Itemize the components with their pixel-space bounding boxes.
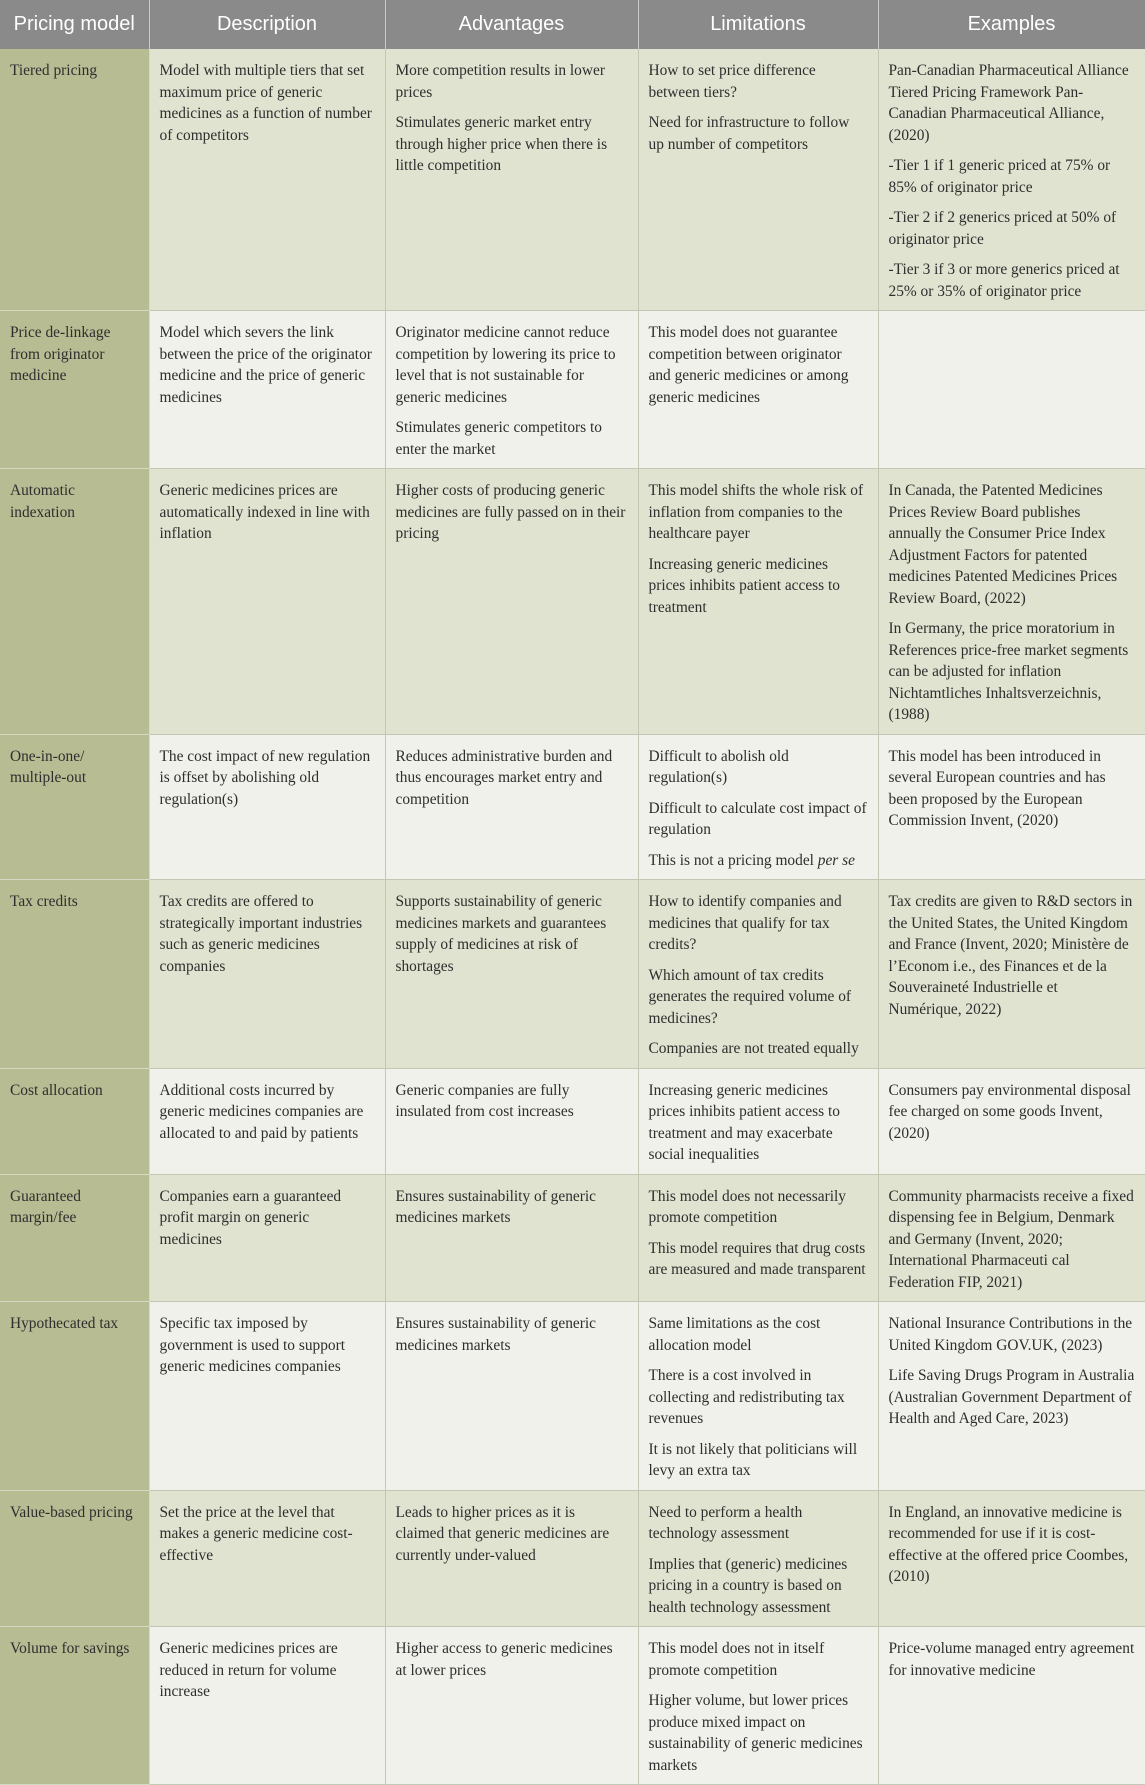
description-cell [149,1302,385,1491]
table-row [0,1302,1145,1491]
advantages-cell [385,734,638,880]
limitations-cell [638,1068,878,1174]
limitations-text-italic: per se [817,851,855,869]
description-text: Model which severs the link between the price of the originator medicine and the price of generic medicines [159,324,372,406]
examples-cell [878,880,1145,1069]
header-pricing-model: Pricing model [0,0,149,49]
header-examples: Examples [878,0,1145,49]
limitations-text: Difficult to abolish old regulation(s) [648,747,789,786]
examples-cell [878,469,1145,735]
advantages-text: Leads to higher prices as it is claimed that generic medicines are currently under-valued [395,1503,610,1564]
pricing-model-cell: One-in-one/ multiple-out [0,734,149,880]
limitations-text: Increasing generic medicines prices inhibits patient access to treatment and may exacerbate social inequalities [648,1081,840,1163]
description-cell [149,1068,385,1174]
header-limitations: Limitations [638,0,878,49]
pricing-model-cell: Volume for savings [0,1627,149,1785]
advantages-cell [385,1068,638,1174]
advantages-text: Ensures sustainability of generic medicines markets [395,1315,596,1354]
limitations-text: How to identify companies and medicines that qualify for tax credits? [648,893,842,953]
limitations-cell [638,311,878,469]
limitations-cell [638,469,878,735]
limitations-cell [638,1174,878,1302]
table-row [0,1627,1145,1785]
description-text: Additional costs incurred by generic medicines companies are allocated to and paid by patients [159,1081,364,1142]
examples-cell [878,734,1145,880]
table-row [0,1174,1145,1302]
advantages-cell [385,1627,638,1785]
examples-text: -Tier 3 if 3 or more generics priced at 25% or 35% of originator price [888,261,1120,300]
advantages-text: More competition results in lower prices [395,62,605,101]
limitations-text [649,850,868,872]
examples-text: National Insurance Contributions in the United Kingdom GOV.UK, (2023) [888,1315,1133,1354]
pricing-model-cell: Value-based pricing [0,1490,149,1627]
limitations-text: Implies that (generic) medicines pricing in a country is based on health technology assessment [648,1555,848,1616]
examples-text: In England, an innovative medicine is recommended for use if it is cost-effective at the offered price Coombes, (2010) [888,1503,1129,1585]
description-text: Model with multiple tiers that set maximum price of generic medicines as a function of number of competitors [159,62,372,144]
limitations-text: Companies are not treated equally [648,1040,859,1057]
table-row [0,49,1145,311]
advantages-cell [385,1490,638,1627]
pricing-model-cell: Price de-linkage from originator medicine [0,311,149,469]
advantages-text: Supports sustainability of generic medicines markets and guarantees supply of medicines at risk of shortages [395,893,607,975]
examples-text: Consumers pay environmental disposal fee charged on some goods Invent, (2020) [888,1081,1131,1142]
limitations-text: It is not likely that politicians will levy an extra tax [648,1440,858,1479]
advantages-text: Higher access to generic medicines at lower prices [395,1640,613,1679]
advantages-cell [385,1302,638,1491]
examples-text: -Tier 2 if 2 generics priced at 50% of originator price [888,209,1117,248]
pricing-model-cell: Tiered pricing [0,49,149,311]
examples-text: Life Saving Drugs Program in Australia (Australian Government Department of Health and Aged Care, 2023) [888,1367,1135,1427]
examples-text: Tax credits are given to R&D sectors in the United States, the United Kingdom and France (Invent, 2020; Ministère de l’Econom i.e., des Finances et de la Souveraineté Industrielle et Numérique, 2022) [888,893,1133,1018]
limitations-text-prefix: This is not a pricing model [648,851,818,869]
pricing-model-cell: Cost allocation [0,1068,149,1174]
limitations-cell [638,1627,878,1785]
pricing-model-cell: Guaranteed margin/fee [0,1174,149,1302]
examples-cell [878,49,1145,311]
pricing-model-cell: Tax credits [0,880,149,1069]
limitations-cell [638,1490,878,1627]
examples-cell [878,1490,1145,1627]
table-row [0,1490,1145,1627]
table-row [0,469,1145,735]
examples-text: In Germany, the price moratorium in References price-free market segments can be adjusted for inflation Nichtamtliches Inhaltsverzeichnis, (1988) [888,620,1129,723]
table-row [0,880,1145,1069]
examples-cell [878,311,1145,469]
limitations-text: There is a cost involved in collecting and redistributing tax revenues [648,1367,845,1427]
description-text: The cost impact of new regulation is offset by abolishing old regulation(s) [159,747,371,808]
header-row [0,0,1145,49]
examples-text: Price-volume managed entry agreement for innovative medicine [888,1640,1135,1679]
examples-text: In Canada, the Patented Medicines Prices Review Board publishes annually the Consumer Price Index Adjustment Factors for patented medicines Patented Medicines Prices Review Board, (2022) [888,482,1118,607]
advantages-text: Originator medicine cannot reduce competition by lowering its price to level that is not sustainable for generic medicines [395,324,616,406]
examples-text: -Tier 1 if 1 generic priced at 75% or 85% of originator price [888,157,1111,196]
header-description: Description [149,0,385,49]
advantages-cell [385,1174,638,1302]
limitations-cell [638,1302,878,1491]
limitations-text: This model shifts the whole risk of inflation from companies to the healthcare payer [648,482,864,542]
limitations-text: This model requires that drug costs are measured and made transparent [648,1239,866,1278]
description-cell [149,880,385,1069]
description-text: Set the price at the level that makes a generic medicine cost-effective [159,1503,353,1564]
description-text: Companies earn a guaranteed profit margin on generic medicines [159,1187,342,1248]
examples-cell [878,1302,1145,1491]
advantages-text: Generic companies are fully insulated from cost increases [395,1081,574,1120]
table-row [0,734,1145,880]
limitations-text: Need to perform a health technology assessment [648,1503,803,1542]
table-row [0,311,1145,469]
header-advantages: Advantages [385,0,638,49]
limitations-text: Higher volume, but lower prices produce mixed impact on sustainability of generic medicines markets [648,1692,863,1774]
examples-text: This model has been introduced in several European countries and has been proposed by the European Commission Invent, (2020) [888,747,1106,829]
advantages-text: Higher costs of producing generic medicines are fully passed on in their pricing [395,482,626,542]
description-cell [149,1174,385,1302]
limitations-text: How to set price difference between tiers? [648,62,816,101]
limitations-cell [638,880,878,1069]
advantages-text: Reduces administrative burden and thus encourages market entry and competition [395,747,613,808]
description-text: Generic medicines prices are automatically indexed in line with inflation [159,482,370,542]
description-cell [149,311,385,469]
description-text: Specific tax imposed by government is used to support generic medicines companies [159,1315,346,1375]
limitations-text: Which amount of tax credits generates the required volume of medicines? [648,966,852,1027]
advantages-text: Stimulates generic market entry through higher price when there is little competition [395,114,608,174]
examples-text: Community pharmacists receive a fixed dispensing fee in Belgium, Denmark and Germany (Invent, 2020; International Pharmaceuti cal Federation FIP, 2021) [888,1187,1134,1291]
description-text: Tax credits are offered to strategically important industries such as generic medicines companies [159,893,363,975]
advantages-cell [385,311,638,469]
description-cell [149,734,385,880]
pricing-model-cell: Automatic indexation [0,469,149,735]
description-cell [149,49,385,311]
examples-text: Pan-Canadian Pharmaceutical Alliance Tiered Pricing Framework Pan-Canadian Pharmaceutical Alliance, (2020) [888,62,1129,144]
examples-cell [878,1174,1145,1302]
table-row [0,1068,1145,1174]
limitations-cell [638,49,878,311]
description-cell [149,469,385,735]
advantages-cell [385,49,638,311]
advantages-text: Stimulates generic competitors to enter the market [395,419,602,458]
description-cell [149,1627,385,1785]
limitations-text: This model does not in itself promote competition [648,1640,825,1679]
limitations-text: This model does not guarantee competition between originator and generic medicines or among generic medicines [648,324,849,406]
advantages-cell [385,469,638,735]
advantages-text: Ensures sustainability of generic medicines markets [395,1187,596,1226]
limitations-text: This model does not necessarily promote competition [648,1187,846,1226]
examples-cell [878,1627,1145,1785]
limitations-text: Increasing generic medicines prices inhibits patient access to treatment [648,555,840,616]
limitations-text: Need for infrastructure to follow up number of competitors [648,114,850,153]
pricing-model-cell: Hypothecated tax [0,1302,149,1491]
advantages-cell [385,880,638,1069]
description-cell [149,1490,385,1627]
examples-cell [878,1068,1145,1174]
limitations-cell [638,734,878,880]
table-body [0,49,1145,1785]
description-text: Generic medicines prices are reduced in return for volume increase [159,1640,338,1700]
limitations-text: Difficult to calculate cost impact of regulation [648,799,867,838]
limitations-text: Same limitations as the cost allocation model [648,1315,821,1354]
